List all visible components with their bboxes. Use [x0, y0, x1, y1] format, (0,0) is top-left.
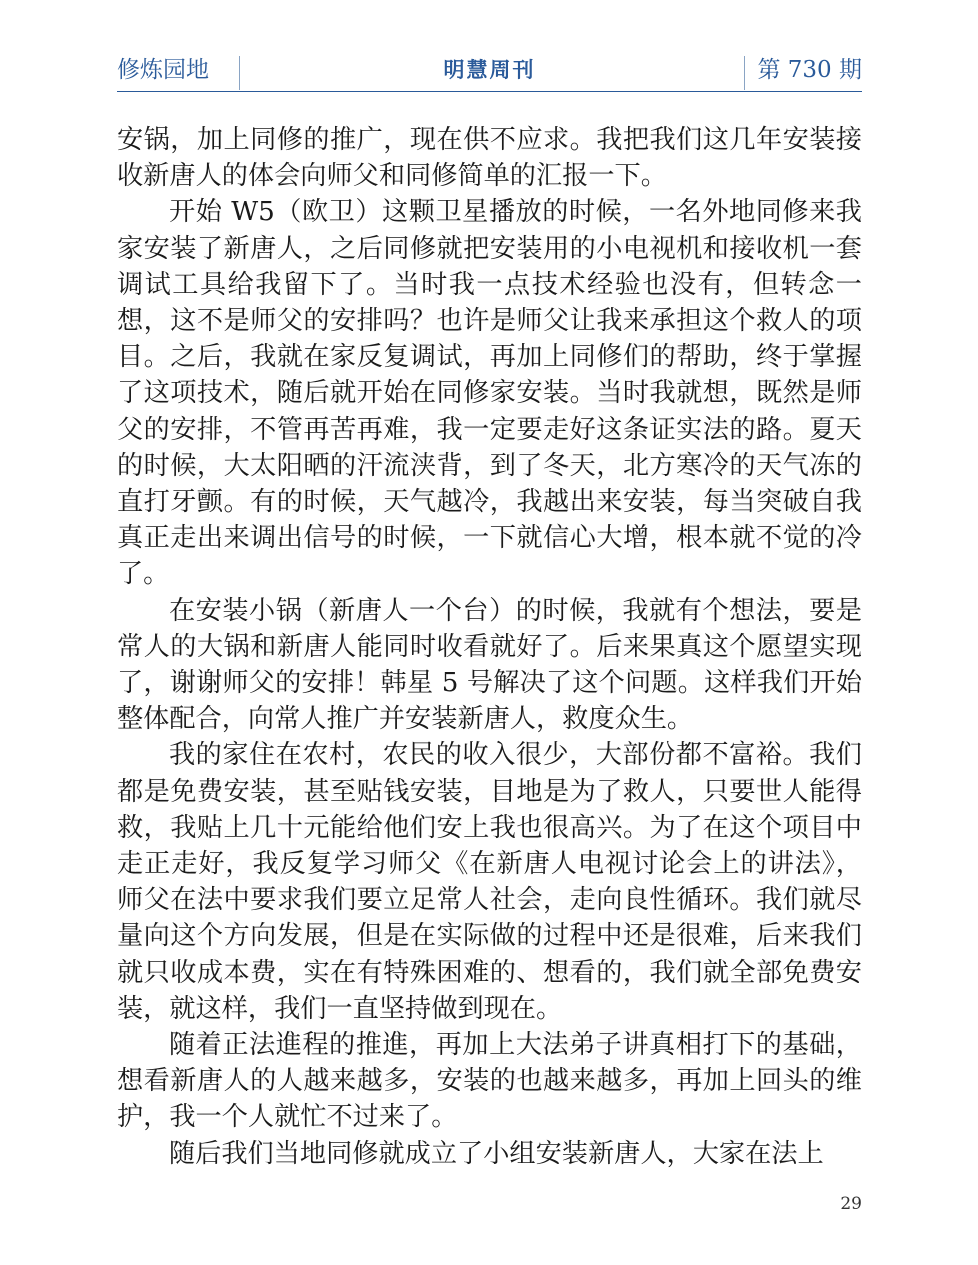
page-header: [117, 52, 862, 92]
paragraph-continuation: 安锅，加上同修的推广，现在供不应求。我把我们这几年安装接收新唐人的体会向师父和同修简单的汇报一下。: [117, 125, 862, 192]
paragraph: 在安装小锅（新唐人一个台）的时候，我就有个想法，要是常人的大锅和新唐人能同时收看就好了。后来果真这个愿望实现了，谢谢师父的安排！韩星 5 号解决了这个问题。这样我们开始整体配合，向常人推广并安装新唐人，救度众生。: [117, 595, 862, 735]
issue-number: 第 730 期: [757, 57, 862, 83]
section-title: 修炼园地: [117, 57, 209, 83]
paragraph: 我的家住在农村，农民的收入很少，大部份都不富裕。我们都是免费安装，甚至贴钱安装，目地是为了救人，只要世人能得救，我贴上几十元能给他们安上我也很高兴。为了在这个项目中走正走好，我反复学习师父《在新唐人电视讨论会上的讲法》，师父在法中要求我们要立足常人社会，走向良性循环。我们就尽量向这个方向发展，但是在实际做的过程中还是很难，后来我们就只收成本费，实在有特殊困难的、想看的，我们就全部免费安装，就这样，我们一直坚持做到现在。: [117, 740, 862, 1024]
article-body: [117, 122, 862, 1172]
paragraph: 随后我们当地同修就成立了小组安装新唐人，大家在法上: [169, 1138, 824, 1169]
header-divider-right: [744, 56, 745, 90]
page-number: 29: [840, 1194, 862, 1214]
paragraph: 开始 W5（欧卫）这颗卫星播放的时候，一名外地同修来我家安装了新唐人，之后同修就把安装用的小电视机和接收机一套调试工具给我留下了。当时我一点技术经验也没有，但转念一想，这不是师父的安排吗？也许是师父让我来承担这个救人的项目。之后，我就在家反复调试，再加上同修们的帮助，终于掌握了这项技术，随后就开始在同修家安装。当时我就想，既然是师父的安排，不管再苦再难，我一定要走好这条证实法的路。夏天的时候，大太阳晒的汗流浃背，到了冬天，北方寒冷的天气冻的直打牙颤。有的时候，天气越冷，我越出来安装，每当突破自我真正走出来调出信号的时候，一下就信心大增，根本就不觉的冷了。: [117, 197, 862, 590]
header-rule: [117, 91, 862, 92]
publication-title: 明慧周刊: [443, 58, 536, 82]
paragraph: 随着正法進程的推進，再加上大法弟子讲真相打下的基础，想看新唐人的人越来越多，安装的也越来越多，再加上回头的维护，我一个人就忙不过来了。: [117, 1030, 862, 1133]
